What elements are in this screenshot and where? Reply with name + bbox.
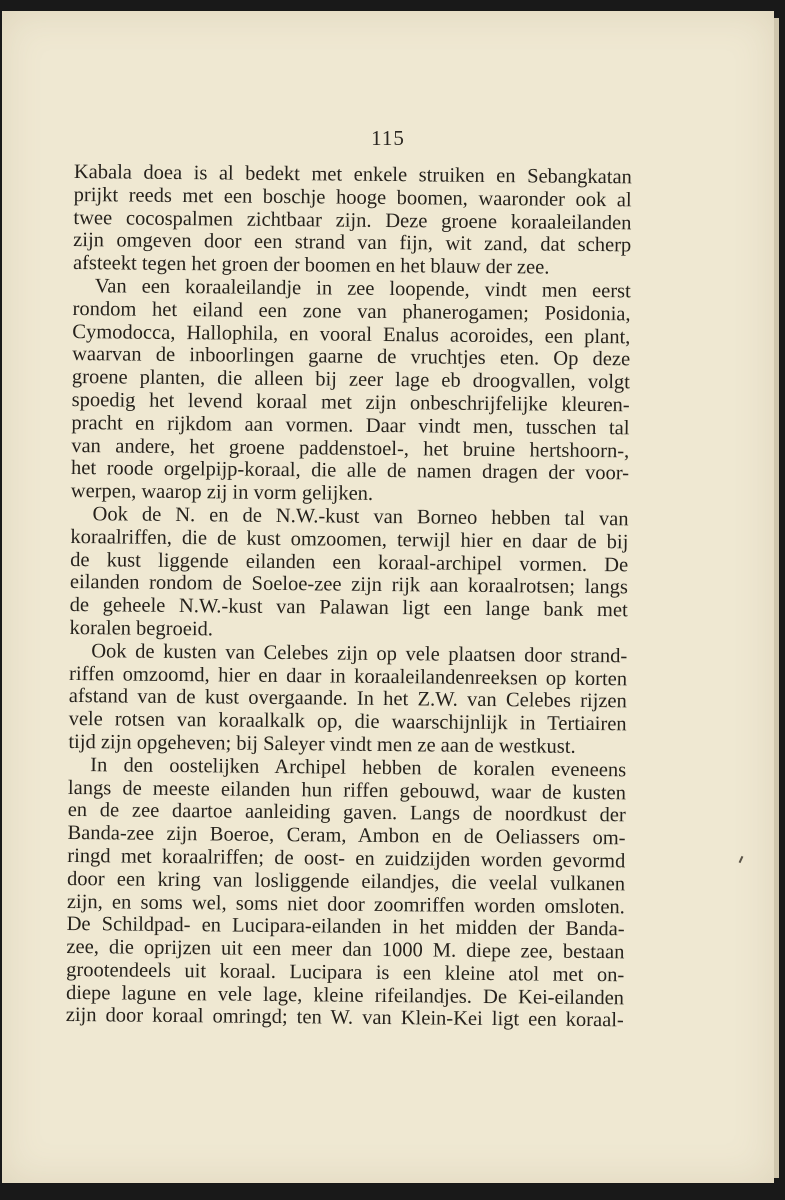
- text-line: prijkt reeds met een boschje hooge boomen, waaronder ook al: [73, 183, 632, 212]
- text-line: werpen, waarop zij in vorm gelijken.: [70, 480, 374, 506]
- text-line: de kust liggende eilanden een koraal-archipel vormen. De: [70, 548, 629, 576]
- body-text: [66, 161, 632, 1033]
- text-line: het roode orgelpijp-koraal, die alle de namen dragen der voor-: [70, 457, 630, 485]
- text-line: langs de meeste eilanden hun riffen gebouwd, waar de kusten: [67, 776, 627, 804]
- text-line: door een kring van losliggende eilandjes, die veelal vulkanen: [67, 867, 626, 896]
- text-line: zijn omgeven door een strand van fijn, wit zand, dat scherp: [73, 229, 632, 257]
- text-line: eilanden rondom de Soeloe-zee zijn rijk aan koraalrotsen; langs: [69, 571, 629, 599]
- text-line: koraalriffen, die de kust omzoomen, terwijl hier en daar de bij: [70, 525, 629, 554]
- text-line: spoedig het levend koraal met zijn onbeschrijfelijke kleuren-: [71, 388, 630, 417]
- text-line: afsteekt tegen het groen der boomen en het blauw der zee.: [72, 252, 550, 279]
- text-line: riffen omzoomd, hier en daar in koraaleilandenreeksen op korten: [68, 662, 628, 690]
- text-line: Van een koraaleilandje in zee loopende, vindt men eerst: [94, 275, 631, 303]
- text-line: Kabala doea is al bedekt met enkele struiken en Sebangkatan: [73, 161, 632, 189]
- text-line: afstand van de kust overgaande. In het Z.W. van Celebes rijzen: [68, 685, 627, 713]
- text-line: koralen begroeid.: [69, 616, 214, 641]
- text-line: zee, die oprijzen uit een meer dan 1000 M. diepe zee, bestaan: [66, 936, 625, 964]
- text-line: pracht en rijkdom aan vormen. Daar vindt men, tusschen tal: [71, 411, 630, 440]
- text-line: Ook de N. en de N.W.-kust van Borneo hebben tal van: [92, 503, 629, 531]
- text-line: In den oostelijken Archipel hebben de koralen eveneens: [90, 753, 627, 782]
- page-edge: [774, 18, 779, 1178]
- book-page: [2, 11, 774, 1183]
- text-line: vele rotsen van koraalkalk op, die waarschijnlijk in Tertiairen: [68, 708, 627, 736]
- text-line: Banda-zee zijn Boeroe, Ceram, Ambon en de Oeliassers om-: [67, 822, 626, 850]
- text-line: Cymodocca, Hallophila, en vooral Enalus acoroides, een plant,: [72, 320, 631, 348]
- text-line: Ook de kusten van Celebes zijn op vele plaatsen door strand-: [91, 639, 628, 668]
- text-line: ringd met koraalriffen; de oost- en zuidzijden worden gevormd: [67, 844, 626, 873]
- text-line: de geheele N.W.-kust van Palawan ligt een lange bank met: [69, 594, 628, 622]
- text-line: waarvan de inboorlingen gaarne de vruchtjes eten. Op deze: [72, 343, 631, 371]
- text-line: van andere, het groene paddenstoel-, het bruine hertshoorn-,: [71, 434, 630, 462]
- text-line: De Schildpad- en Lucipara-eilanden in het midden der Banda-: [66, 913, 625, 941]
- text-line: en de zee daartoe aanleiding gaven. Langs de noordkust der: [67, 799, 626, 827]
- text-line: groene planten, die alleen bij zeer lage eb droogvallen, volgt: [71, 366, 631, 394]
- text-line: diepe lagune en vele lage, kleine rifeilandjes. De Kei-eilanden: [65, 981, 625, 1010]
- text-line: tijd zijn opgeheven; bij Saleyer vindt men ze aan de westkust.: [68, 730, 576, 758]
- text-line: twee cocospalmen zichtbaar zijn. Deze groene koraaleilanden: [73, 206, 632, 234]
- text-line: zijn, en soms wel, soms niet door zoomriffen worden omsloten.: [66, 890, 625, 918]
- text-line: grootendeels uit koraal. Lucipara is een kleine atol met on-: [66, 958, 625, 987]
- text-line: rondom het eiland een zone van phanerogamen; Posidonia,: [72, 297, 631, 326]
- page-number: 115: [371, 126, 405, 150]
- text-line: zijn door koraal omringd; ten W. van Klein-Kei ligt een koraal-: [65, 1004, 624, 1032]
